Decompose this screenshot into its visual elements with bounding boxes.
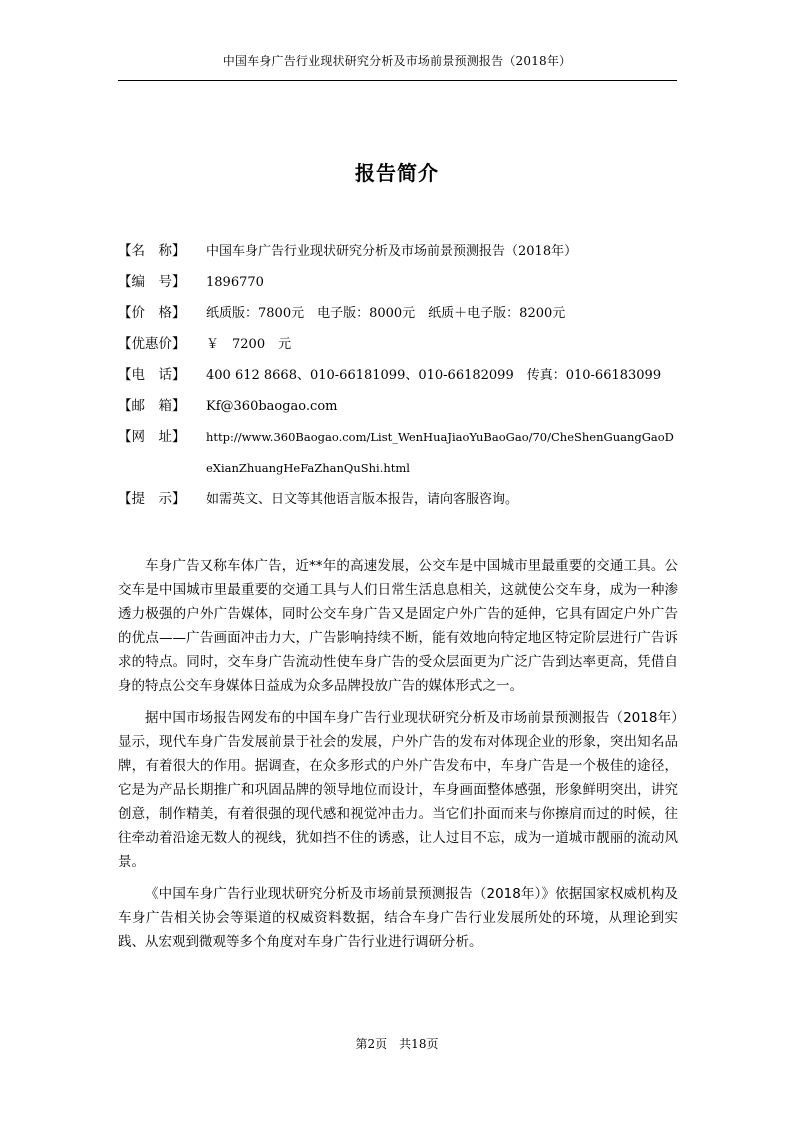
phone-label: 【电 话】 [118,367,186,383]
name-label: 【名 称】 [118,243,186,259]
number-value: 1896770 [206,275,264,290]
report-info-block [118,236,678,515]
url-link[interactable]: http://www.360Baogao.com/List_WenHuaJiaoYuBaoGao/70/CheShenGuangGaoDeXianZhuangHeFaZhanQuShi.html [206,430,674,475]
tip-value: 如需英文、日文等其他语言版本报告，请向客服咨询。 [206,492,519,507]
discount-value: ￥ 7200 元 [206,337,292,352]
paragraph-2: 据中国市场报告网发布的中国车身广告行业现状研究分析及市场前景预测报告（2018年）显示，现代车身广告发展前景于社会的发展，户外广告的发布对体现企业的形象，突出知名品牌，有着很大的作用。据调查，在众多形式的户外广告发布中，车身广告是一个极佳的途径，它是为产品长期推广和巩固品牌的领导地位而设计，车身画面整体感强，形象鲜明突出，讲究创意，制作精美，有着很强的现代感和视觉冲击力。当它们扑面而来与你擦肩而过的时候，往往牵动着沿途无数人的视线，犹如挡不住的诱惑，让人过目不忘，成为一道城市靓丽的流动风景。 [118,710,678,870]
price-value: 纸质版：7800元 电子版：8000元 纸质＋电子版：8200元 [206,306,566,321]
paragraph-1: 车身广告又称车体广告，近**年的高速发展，公交车是中国城市里最重要的交通工具。公交车是中国城市里最重要的交通工具与人们日常生活息息相关，这就使公交车身，成为一种渗透力极强的户外广告媒体，同时公交车身广告又是固定户外广告的延伸，它具有固定户外广告的优点——广告画面冲击力大，广告影响持续不断，能有效地向特定地区特定阶层进行广告诉求的特点。同时，交车身广告流动性使车身广告的受众层面更为广泛广告到达率更高，凭借自身的特点公交车身媒体日益成为众多品牌投放广告的媒体形式之一。 [118,558,678,694]
info-row-price [118,298,678,329]
paragraph-3: 《中国车身广告行业现状研究分析及市场前景预测报告（2018年）》依据国家权威机构及车身广告相关协会等渠道的权威资料数据，结合车身广告行业发展所处的环境，从理论到实践、从宏观到微观等多个角度对车身广告行业进行调研分析。 [118,886,678,950]
info-row-email [118,391,678,422]
info-row-tip [118,484,678,515]
email-link[interactable]: Kf@360baogao.com [206,399,338,414]
info-row-name [118,236,678,267]
number-label: 【编 号】 [118,274,186,290]
url-label: 【网 址】 [118,429,186,445]
name-value: 中国车身广告行业现状研究分析及市场前景预测报告（2018年） [206,244,578,259]
running-header: 中国车身广告行业现状研究分析及市场前景预测报告（2018年） [222,54,572,68]
email-label: 【邮 箱】 [118,398,186,414]
tip-label: 【提 示】 [118,491,186,507]
page-title: 报告简介 [355,161,439,185]
info-row-phone [118,360,678,391]
report-description [118,554,678,962]
info-row-discount [118,329,678,360]
page-number-footer: 第2页 共18页 [355,1037,439,1051]
header-divider [118,80,677,81]
discount-label: 【优惠价】 [118,336,186,352]
info-row-url [118,422,678,484]
phone-value[interactable]: 400 612 8668、010-66181099、010-66182099 传真：010-66183099 [206,368,662,383]
price-label: 【价 格】 [118,305,186,321]
info-row-number [118,267,678,298]
